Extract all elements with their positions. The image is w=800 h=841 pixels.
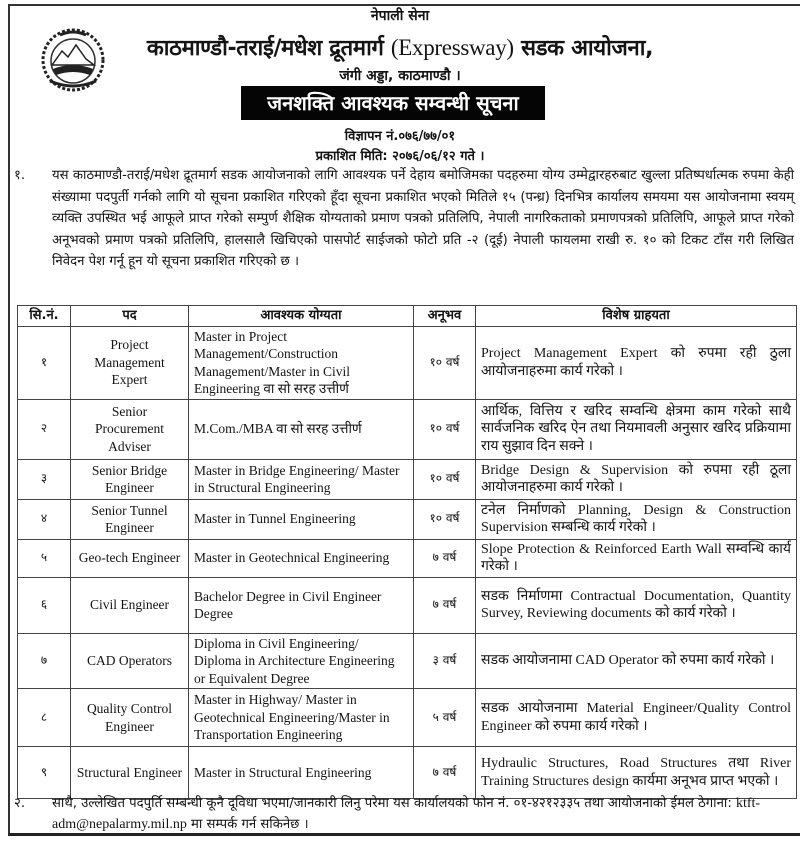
cell-serial-no: ९ xyxy=(18,747,71,799)
cell-serial-no: ३ xyxy=(18,459,71,499)
footer-number: २. xyxy=(14,796,26,811)
cell-experience: ३ वर्ष xyxy=(414,633,476,689)
cell-serial-no: ५ xyxy=(18,539,71,577)
cell-preference: आर्थिक, वित्तिय र खरिद सम्वन्धि क्षेत्रमा काम गरेको साथै सार्वजनिक खरिद ऐन तथा नियमावली अनुसार खरिद प्रक्रियामा राय सुझाव दिन सक्ने । xyxy=(476,399,797,459)
notice-banner: जनशक्ति आवश्यक सम्वन्धी सूचना xyxy=(241,86,545,120)
cell-preference: Hydraulic Structures, Road Structures तथा River Training Structures design कार्यमा अनूभव प्राप्त भएको । xyxy=(476,747,797,799)
cell-preference: सडक आयोजनामा CAD Operator को रुपमा कार्य गरेको । xyxy=(476,633,797,689)
cell-preference: Bridge Design & Supervision को रुपमा रही ठूला आयोजनाहरुमा कार्य गरेको । xyxy=(476,459,797,499)
table-row xyxy=(18,499,797,539)
cell-qualification: Master in Project Management/Construction Management/Master in Civil Engineering वा सो सरह उत्तीर्ण xyxy=(189,326,414,399)
cell-qualification: M.Com./MBA वा सो सरह उत्तीर्ण xyxy=(189,399,414,459)
cell-post: Civil Engineer xyxy=(71,577,189,633)
cell-qualification: Master in Bridge Engineering/ Master in Structural Engineering xyxy=(189,459,414,499)
cell-qualification: Master in Geotechnical Engineering xyxy=(189,539,414,577)
project-title-np-part2: सडक आयोजना, xyxy=(513,36,654,61)
table-row xyxy=(18,399,797,459)
cell-preference: Slope Protection & Reinforced Earth Wall सम्वन्धि कार्य गरेको । xyxy=(476,539,797,577)
cell-experience: १० वर्ष xyxy=(414,399,476,459)
advertisement-number: विज्ञापन नं.०७६/७७/०१ xyxy=(344,129,456,144)
cell-experience: १० वर्ष xyxy=(414,459,476,499)
intro-paragraph xyxy=(14,165,794,273)
cell-serial-no: ७ xyxy=(18,633,71,689)
cell-serial-no: ४ xyxy=(18,499,71,539)
footer-text-before-email: साथै, उल्लेखित पदपुर्ति सम्बन्धी कूनै दूविधा भएमा/जानकारी लिनु परेमा यस कार्यालयको फोन नं. ०१-४२१२३३५ तथा आयोजनाको ईमल ठेगाना: xyxy=(52,796,736,811)
cell-preference: सडक निर्माणमा Contractual Documentation, Quantity Survey, Reviewing documents को कार्य गरेको । xyxy=(476,577,797,633)
cell-experience: १० वर्ष xyxy=(414,326,476,399)
cell-experience: ७ वर्ष xyxy=(414,539,476,577)
cell-serial-no: २ xyxy=(18,399,71,459)
cell-post: Quality Control Engineer xyxy=(71,689,189,747)
cell-preference: टनेल निर्माणको Planning, Design & Construction Supervision सम्बन्धि कार्य गरेको । xyxy=(476,499,797,539)
cell-post: Structural Engineer xyxy=(71,747,189,799)
cell-post: Senior Procurement Adviser xyxy=(71,399,189,459)
footer-text-after-email: मा सम्पर्क गर्न सकिनेछ । xyxy=(186,817,309,832)
cell-experience: ५ वर्ष xyxy=(414,689,476,747)
cell-serial-no: १ xyxy=(18,326,71,399)
header-experience: अनूभव xyxy=(414,306,476,327)
project-title-np-part1: काठमाण्डौ-तराई/मधेश द्रूतमार्ग xyxy=(146,36,391,61)
footer-paragraph xyxy=(14,793,794,835)
header-preference: विशेष ग्राहयता xyxy=(476,306,797,327)
table-row xyxy=(18,747,797,799)
cell-qualification: Master in Highway/ Master in Geotechnical Engineering/Master in Transportation Engineering xyxy=(189,689,414,747)
cell-post: Geo-tech Engineer xyxy=(71,539,189,577)
header-serial-no: सि.नं. xyxy=(18,306,71,327)
cell-serial-no: ८ xyxy=(18,689,71,747)
cell-post: Senior Tunnel Engineer xyxy=(71,499,189,539)
cell-post: CAD Operators xyxy=(71,633,189,689)
vacancy-table xyxy=(17,305,797,799)
cell-post: Senior Bridge Engineer xyxy=(71,459,189,499)
cell-experience: ७ वर्ष xyxy=(414,747,476,799)
cell-preference: सडक आयोजनामा Material Engineer/Quality Control Engineer को रुपमा कार्य गरेको । xyxy=(476,689,797,747)
cell-qualification: Master in Structural Engineering xyxy=(189,747,414,799)
cell-serial-no: ६ xyxy=(18,577,71,633)
published-date: प्रकाशित मिति: २०७६/०६/१२ गते । xyxy=(315,149,485,164)
cell-post: Project Management Expert xyxy=(71,326,189,399)
cell-experience: १० वर्ष xyxy=(414,499,476,539)
intro-number: १. xyxy=(14,168,26,183)
intro-text: यस काठमाण्डौ-तराई/मधेश द्रूतमार्ग सडक आयोजनाको लागि आवश्यक पर्ने देहाय बमोजिमका पदहरुमा योग्य उम्मेद्वारहरुबाट खुल्ला प्रतिष्पर्धात्मक रुपमा केही संख्यामा पदपुर्ती गर्नको लागि यो सूचना प्रकाशित गरिएको हूँदा सूचना प्रकाशित भएको मितिले १५ (पन्ध्र) दिनभित्र कार्यालय समयमा यस आयोजनामा स्वयम् व्यक्ति उपस्थित भई आफूले प्राप्त गरेको सम्पुर्ण शैक्षिक योग्यताको प्रमाण पत्रको प्रतिलिपि, नेपाली नागरिकताको प्रमाणपत्रको प्रतिलिपि, आफूले प्राप्त गरेको अनूभवको प्रमाण पत्रको प्रतिलिपि, हालसालै खिचिएको पासपोर्ट साईजको फोटो प्रति -२ (दूई) नेपाली फायलमा राखी रु. १० को टिकट टाँस गरी लिखित निवेदन पेश गर्नू हून यो सूचना प्रकाशित गरिएको छ । xyxy=(52,168,794,269)
header-post: पद xyxy=(71,306,189,327)
project-title xyxy=(0,32,800,62)
table-row xyxy=(18,689,797,747)
organization-name: नेपाली सेना xyxy=(370,8,430,24)
cell-qualification: Diploma in Civil Engineering/ Diploma in Architecture Engineering or Equivalent Degree xyxy=(189,633,414,689)
project-title-en-part: (Expressway) xyxy=(390,35,514,60)
table-row xyxy=(18,577,797,633)
table-row xyxy=(18,633,797,689)
table-header-row xyxy=(18,306,797,327)
office-address: जंगी अड्डा, काठमाण्डौ । xyxy=(339,68,461,84)
table-row xyxy=(18,459,797,499)
cell-qualification: Master in Tunnel Engineering xyxy=(189,499,414,539)
footer-text xyxy=(52,793,794,835)
cell-experience: ७ वर्ष xyxy=(414,577,476,633)
header-qualification: आवश्यक योग्यता xyxy=(189,306,414,327)
contact-email-link[interactable]: ktft-adm@nepalarmy.mil.np xyxy=(52,796,761,832)
table-row xyxy=(18,539,797,577)
table-row xyxy=(18,326,797,399)
cell-preference: Project Management Expert को रुपमा रही ठुला आयोजनाहरुमा कार्य गरेको । xyxy=(476,326,797,399)
cell-qualification: Bachelor Degree in Civil Engineer Degree xyxy=(189,577,414,633)
